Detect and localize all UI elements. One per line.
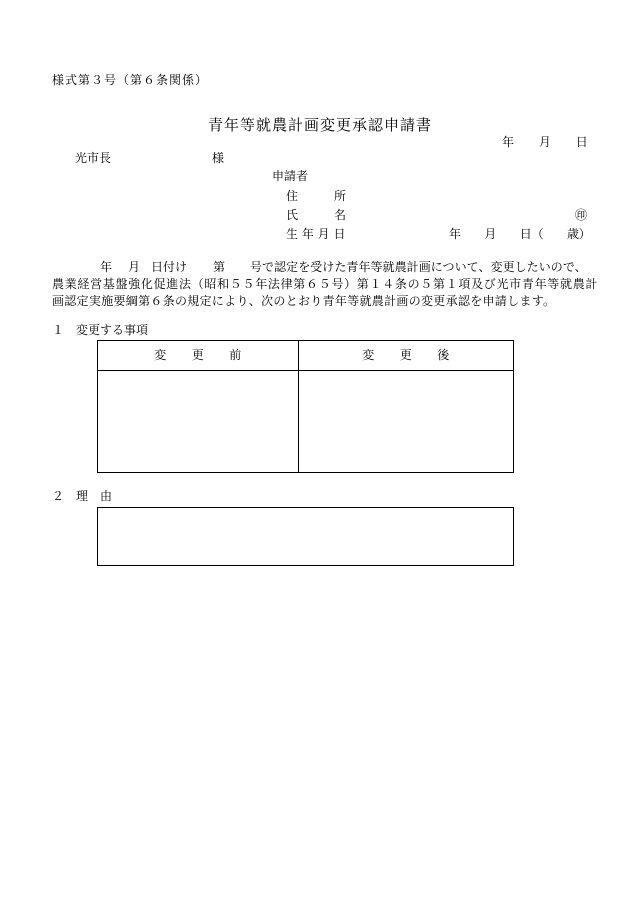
body-line1-number-prefix: 第 (213, 260, 226, 274)
form-number: 様式第３号（第６条関係） (52, 73, 209, 87)
body-line1-day: 日付け (151, 260, 188, 274)
seal-mark: ㊞ (575, 208, 588, 222)
application-date: 年 月 日 (502, 135, 589, 149)
body-line1-year: 年 (100, 260, 113, 274)
birthdate-value: 年 月 日（ 歳） (449, 227, 591, 241)
address-label: 住 所 (286, 189, 347, 203)
change-items-table (97, 340, 514, 473)
body-line3: 画認定実施要綱第６条の規定により、次のとおり青年等就農計画の変更承認を申請します。 (52, 294, 556, 308)
column-before-header: 変 更 前 (98, 341, 299, 371)
after-content-cell (299, 371, 513, 472)
column-after-header: 変 更 後 (299, 341, 513, 371)
body-line1-month: 月 (128, 260, 141, 274)
birthdate-label: 生 年 月 日 (286, 227, 346, 241)
before-content-cell (98, 371, 299, 472)
reason-box (97, 507, 514, 566)
name-label: 氏 名 (286, 208, 347, 222)
body-line1-text: 号で認定を受けた青年等就農計画について、変更したいので、 (250, 260, 587, 274)
section1-heading: １ 変更する事項 (52, 323, 149, 337)
addressee-name: 光市長 (75, 151, 112, 165)
addressee-honorific: 様 (212, 151, 225, 165)
applicant-heading: 申請者 (272, 169, 309, 183)
section2-heading: ２ 理 由 (52, 489, 113, 503)
body-line2: 農業経営基盤強化促進法（昭和５５年法律第６５号）第１４条の５第１項及び光市青年等就農計 (52, 277, 599, 291)
document-title: 青年等就農計画変更承認申請書 (208, 116, 433, 134)
